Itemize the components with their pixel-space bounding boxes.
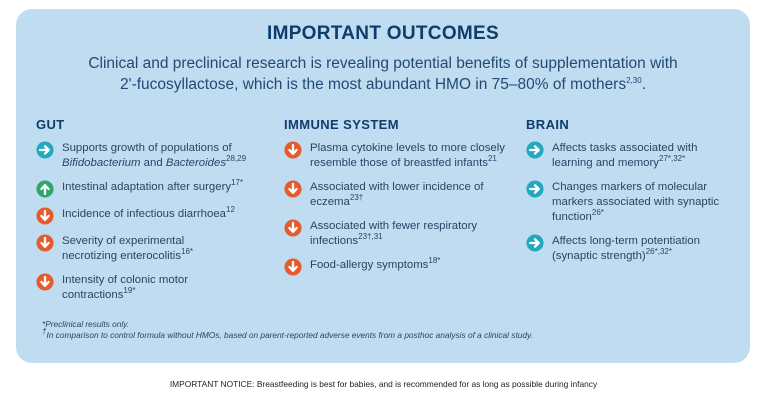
footnote-1: *Preclinical results only. xyxy=(42,319,129,329)
brain-item-1 xyxy=(526,141,736,171)
important-notice: IMPORTANT NOTICE: Breastfeeding is best for babies, and is recommended for as long as possible during infancy xyxy=(169,379,598,389)
item-text: Supports growth of populations of xyxy=(62,142,232,154)
item-text-italic: Bifidobacterium xyxy=(62,157,141,169)
item-text: (synaptic strength) xyxy=(552,250,646,262)
arrow-right-icon xyxy=(526,234,544,252)
gut-heading: GUT xyxy=(36,117,65,132)
item-text: Incidence of infectious diarrhoea xyxy=(62,208,227,220)
item-text: infections xyxy=(310,235,359,247)
immune-item-3 xyxy=(284,219,510,249)
immune-item-4 xyxy=(284,258,510,276)
item-ref: 26* xyxy=(591,208,604,218)
item-ref: 28,29 xyxy=(226,154,247,164)
item-text: and xyxy=(140,157,166,169)
item-text: Intensity of colonic motor xyxy=(62,274,188,286)
item-text: Intestinal adaptation after surgery xyxy=(62,181,232,193)
item-ref: 19* xyxy=(123,286,136,296)
brain-heading: BRAIN xyxy=(526,117,570,132)
item-text-italic: Bacteroides xyxy=(165,157,227,169)
arrow-down-icon xyxy=(284,219,302,237)
item-ref: 17* xyxy=(231,178,244,188)
item-ref: 21 xyxy=(487,154,497,164)
dagger-mark: † xyxy=(42,327,47,337)
item-ref: 27*,32* xyxy=(659,154,686,164)
outcomes-panel xyxy=(16,9,750,363)
immune-item-2 xyxy=(284,180,510,210)
brain-item-3 xyxy=(526,234,736,264)
immune-item-1 xyxy=(284,141,510,171)
item-text: Associated with lower incidence of xyxy=(310,181,484,193)
item-text: function xyxy=(552,211,592,223)
item-text: necrotizing enterocolitis xyxy=(62,250,182,262)
subtitle xyxy=(56,53,710,95)
item-ref: 26*,32* xyxy=(645,247,672,257)
arrow-down-icon xyxy=(36,207,54,225)
gut-item-3 xyxy=(36,207,266,225)
brain-item-2 xyxy=(526,180,736,225)
arrow-right-icon xyxy=(526,180,544,198)
item-text: Food-allergy symptoms xyxy=(310,259,429,271)
item-ref: 12 xyxy=(226,205,235,215)
arrow-up-icon xyxy=(36,180,54,198)
item-text: eczema xyxy=(310,196,350,208)
page-title: IMPORTANT OUTCOMES xyxy=(267,23,499,44)
immune-column xyxy=(284,117,510,285)
arrow-down-icon xyxy=(284,258,302,276)
item-ref: 23† xyxy=(349,193,364,203)
arrow-right-icon xyxy=(526,141,544,159)
gut-item-5 xyxy=(36,273,266,303)
arrow-down-icon xyxy=(36,234,54,252)
footnote-2 xyxy=(42,327,732,341)
item-text: Affects tasks associated with xyxy=(552,142,698,154)
arrow-down-icon xyxy=(284,141,302,159)
item-ref: 16* xyxy=(181,247,194,257)
item-text: Severity of experimental xyxy=(62,235,185,247)
gut-column xyxy=(36,117,266,312)
item-text: learning and memory xyxy=(552,157,659,169)
gut-item-1 xyxy=(36,141,266,171)
item-text: Affects long-term potentiation xyxy=(552,235,700,247)
subtitle-line-2: 2'-fucosyllactose, which is the most abundant HMO in 75–80% of mothers xyxy=(120,76,627,93)
item-text: Changes markers of molecular xyxy=(552,181,708,193)
item-text: Plasma cytokine levels to more closely xyxy=(310,142,505,154)
item-text: resemble those of breastfed infants xyxy=(310,157,488,169)
item-ref: 23†,31 xyxy=(358,232,383,242)
subtitle-end: . xyxy=(641,76,646,93)
gut-item-4 xyxy=(36,234,266,264)
item-text: contractions xyxy=(62,289,124,301)
arrow-down-icon xyxy=(284,180,302,198)
item-ref: 18* xyxy=(428,256,441,266)
gut-item-2 xyxy=(36,180,266,198)
arrow-down-icon xyxy=(36,273,54,291)
subtitle-ref: 2,30 xyxy=(626,75,642,85)
item-text: markers associated with synaptic xyxy=(552,196,720,208)
immune-heading: IMMUNE SYSTEM xyxy=(284,117,399,132)
arrow-right-icon xyxy=(36,141,54,159)
item-text: Associated with fewer respiratory xyxy=(310,220,478,232)
footnotes xyxy=(42,319,732,341)
footnote-2-text: In comparison to control formula without HMOs, based on parent-reported adverse events from a posthoc analysis of a clinical study. xyxy=(46,330,533,340)
brain-column xyxy=(526,117,736,273)
subtitle-line-1: Clinical and preclinical research is revealing potential benefits of supplementation with xyxy=(88,55,678,72)
